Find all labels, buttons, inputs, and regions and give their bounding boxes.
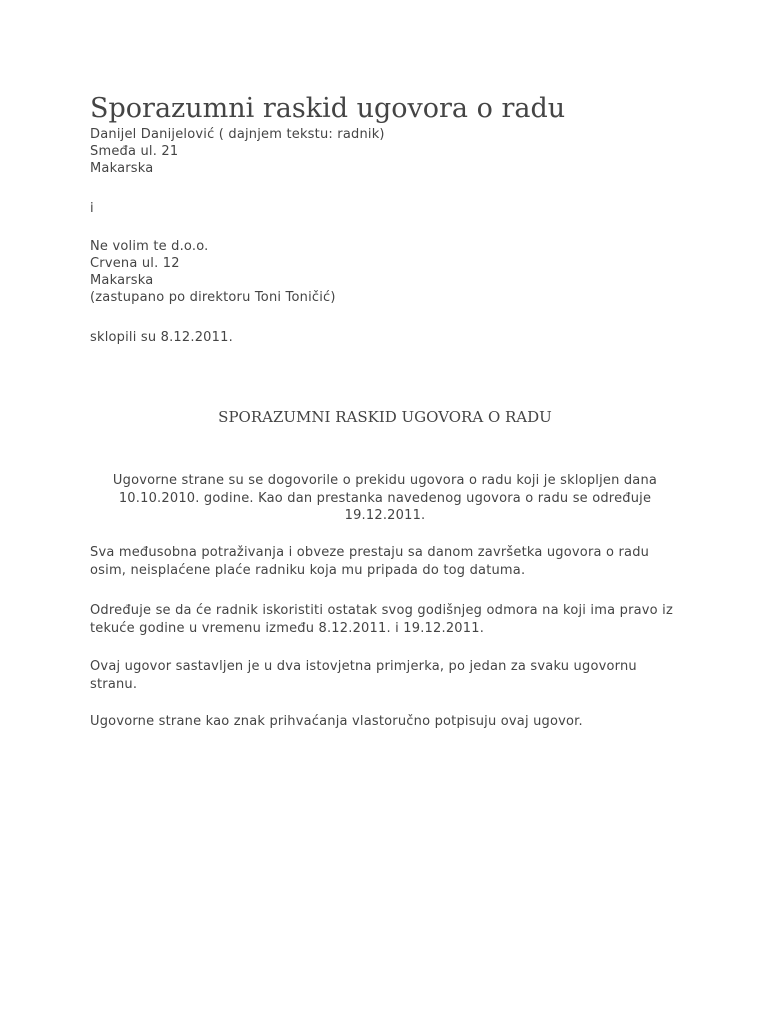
party-one-name: Danijel Danijelović ( dajnjem tekstu: radnik) [90,127,385,142]
party-two-name: Ne volim te d.o.o. [90,239,209,254]
signing-date-text: sklopili su 8.12.2011. [90,330,233,345]
document-page [90,0,680,1024]
party-two-city: Makarska [90,273,154,288]
party-one-street: Smeđa ul. 21 [90,144,179,159]
paragraph-line: stranu. [90,676,138,692]
signing-date [90,329,233,346]
party-two-address [90,238,336,306]
paragraph-line: Ugovorne strane kao znak prihvaćanja vlastoručno potpisuju ovaj ugovor. [90,714,583,729]
conjunction-text: i [90,201,94,216]
paragraph-obligations [90,544,680,579]
party-one-city: Makarska [90,161,154,176]
party-one-address [90,126,385,177]
paragraph-vacation [90,602,680,637]
paragraph-line: 10.10.2010. godine. Kao dan prestanka navedenog ugovora o radu se određuje [118,490,652,506]
paragraph-line: Ovaj ugovor sastavljen je u dva istovjetna primjerka, po jedan za svaku ugovornu [90,659,637,674]
conjunction [90,200,94,217]
paragraph-acceptance [90,713,680,731]
party-two-representative: (zastupano po direktoru Toni Toničić) [90,290,336,305]
section-heading: SPORAZUMNI RASKID UGOVORA O RADU [218,408,552,426]
paragraph-line: osim, neisplaćene plaće radniku koja mu pripada do tog datuma. [90,562,526,578]
paragraph-line: Sva međusobna potraživanja i obveze prestaju sa danom završetka ugovora o radu [90,545,650,560]
paragraph-line: tekuće godine u vremenu između 8.12.2011. i 19.12.2011. [90,620,485,636]
party-two-street: Crvena ul. 12 [90,256,180,271]
document-title: Sporazumni raskid ugovora o radu [90,93,566,124]
paragraph-line: Ugovorne strane su se dogovorile o prekidu ugovora o radu koji je sklopljen dana [112,473,658,488]
paragraph-copies [90,658,680,693]
paragraph-line: 19.12.2011. [344,508,426,523]
paragraph-termination [90,472,680,525]
paragraph-line: Određuje se da će radnik iskoristiti ostatak svog godišnjeg odmora na koji ima pravo iz [90,603,673,618]
